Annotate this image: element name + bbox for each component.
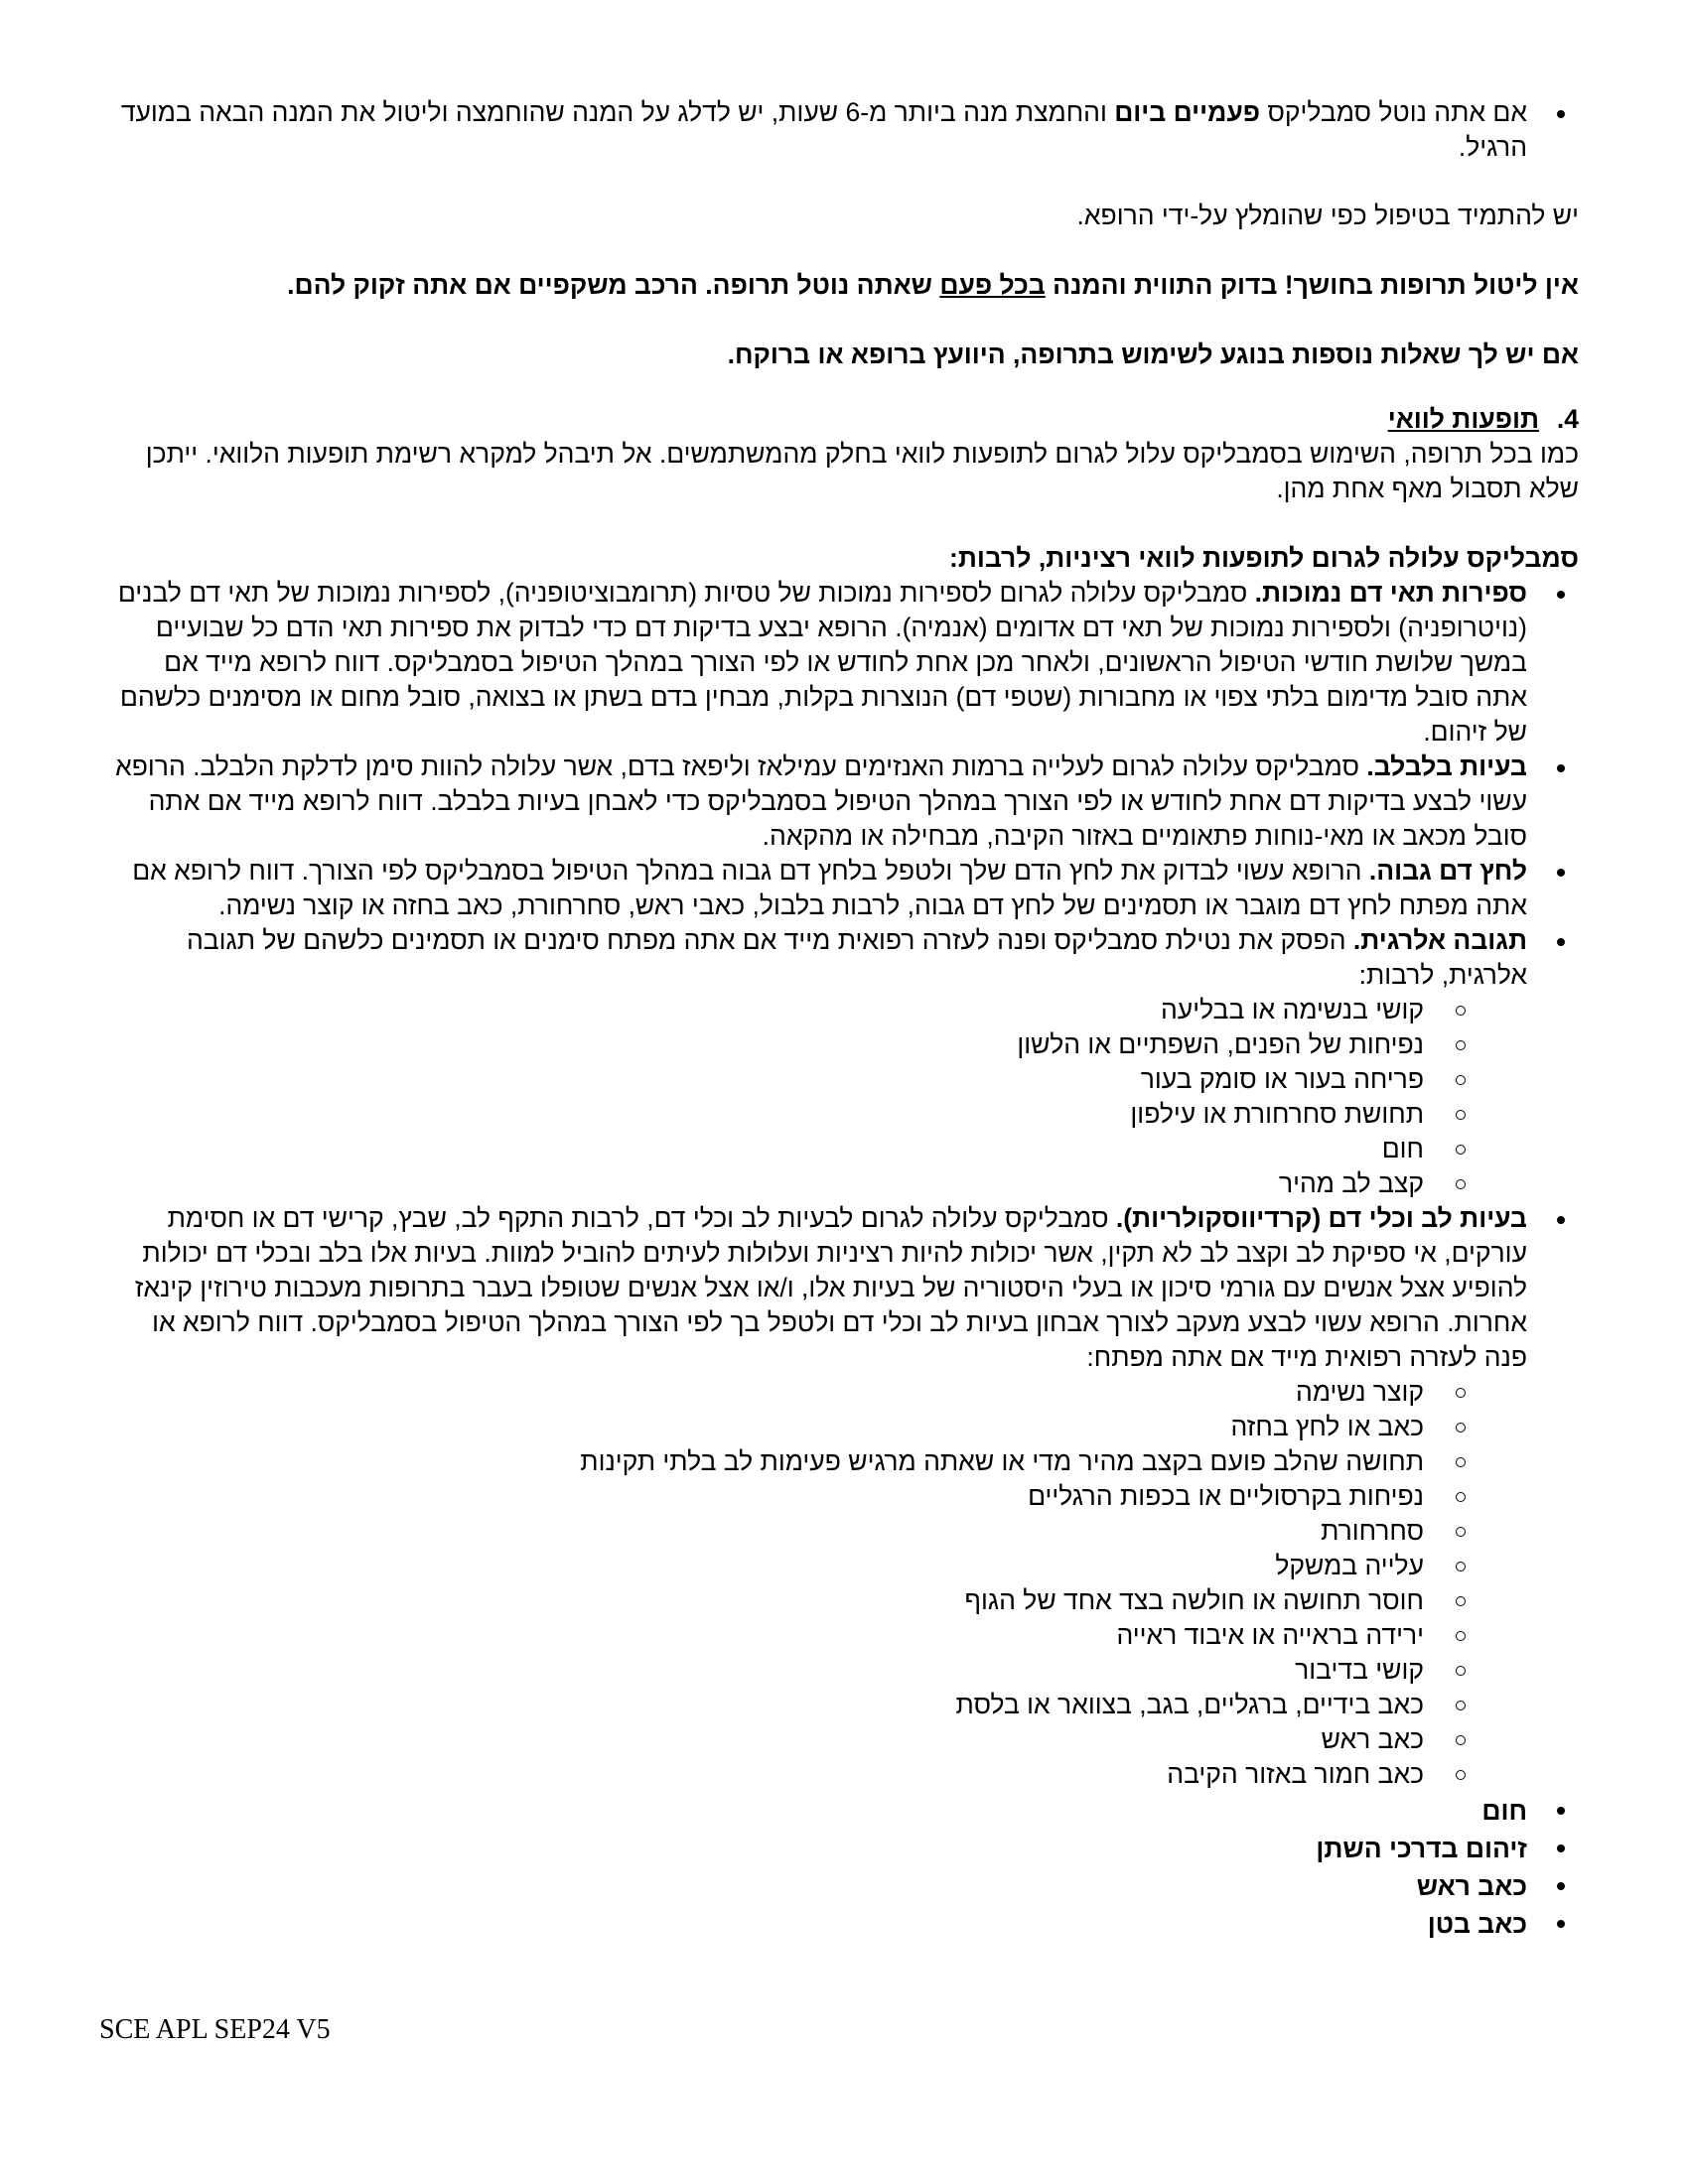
- serious-effects-list: [109, 576, 1579, 1792]
- circle-bullet-icon: [1456, 1423, 1466, 1433]
- section-number: 4.: [1556, 404, 1579, 434]
- symptom-item: [109, 993, 1527, 1027]
- circle-bullet-icon: [1456, 1075, 1466, 1085]
- effect-item: [109, 576, 1579, 750]
- effect-item: [109, 1201, 1579, 1792]
- symptom-item: [109, 1688, 1527, 1722]
- allergy-symptoms-list: [109, 993, 1527, 1201]
- symptom-item: [109, 1132, 1527, 1166]
- questions-text: אם יש לך שאלות נוספות בנוגע לשימוש בתרופה, היוועץ ברופא או ברוקח.: [727, 340, 1579, 369]
- circle-bullet-icon: [1456, 1040, 1466, 1050]
- leaflet-page: [109, 95, 1579, 1943]
- document-version-footer: SCE APL SEP24 V5: [99, 2014, 331, 2045]
- warning-text-start: אין ליטול תרופות בחושך! בדוק התווית והמנה: [1045, 270, 1579, 300]
- effect-item: [109, 923, 1579, 1201]
- cardio-symptoms-list: [109, 1375, 1527, 1792]
- symptom-text: קושי בנשימה או בבליעה: [1161, 995, 1424, 1024]
- symptom-text: חוסר תחושה או חולשה בצד אחד של הגוף: [964, 1585, 1424, 1615]
- symptom-item: [109, 1097, 1527, 1132]
- common-effect-item: [109, 1905, 1579, 1943]
- circle-bullet-icon: [1456, 1388, 1466, 1398]
- effect-text: הרופא עשוי לבדוק את לחץ הדם שלך ולטפל בלחץ דם גבוה במהלך הטיפול בסמבליקס לפי הצורך. דווח לרופא אם אתה מפתח לחץ דם מוגבר או תסמינים של לחץ דם גבוה, לרבות בלבול, כאבי ראש, סחרחורת, כאב בחזה או קוצר נשימה.: [132, 856, 1527, 920]
- circle-bullet-icon: [1456, 1179, 1466, 1189]
- symptom-item: [109, 1618, 1527, 1653]
- circle-bullet-icon: [1456, 1006, 1466, 1016]
- symptom-item: [109, 1653, 1527, 1688]
- symptom-item: [109, 1410, 1527, 1444]
- missed-dose-list: [109, 95, 1579, 165]
- common-effect-text: כאב בטן: [1427, 1909, 1527, 1939]
- symptom-item: [109, 1166, 1527, 1201]
- symptom-item: [109, 1479, 1527, 1514]
- symptom-item: [109, 1722, 1527, 1757]
- bullet-icon: [1557, 938, 1565, 946]
- symptom-text: כאב בידיים, ברגליים, בגב, בצוואר או בלסת: [955, 1690, 1424, 1719]
- common-effect-item: [109, 1830, 1579, 1867]
- symptom-item: [109, 1757, 1527, 1792]
- missed-dose-text-start: אם אתה נוטל סמבליקס: [1260, 97, 1527, 127]
- common-effect-text: זיהום בדרכי השתן: [1316, 1834, 1527, 1863]
- section-title: תופעות לוואי: [1387, 404, 1539, 434]
- effect-text: סמבליקס עלולה לגרום לספירות נמוכות של טסיות (תרומבוציטופניה), לספירות נמוכות של תאי דם לבנים (נויטרופניה) ולספירות נמוכות של תאי דם אדומים (אנמיה). הרופא יבצע בדיקות דם כדי לבדוק את ספירות תאי הדם כל שבועיים במשך שלושת חודשי הטיפול הראשונים, ולאחר מכן אחת לחודש או לפי הצורך במהלך הטיפול בסמבליקס. דווח לרופא מייד אם אתה סובל מדימום בלתי צפוי או מחבורות (שטפי דם) הנוצרות בקלות, מבחין בדם בשתן או בצואה, סובל מחום או מסימנים כלשהם של זיהום.: [117, 578, 1527, 747]
- symptom-item: [109, 1583, 1527, 1618]
- bullet-icon: [1557, 1882, 1565, 1890]
- symptom-text: נפיחות של הפנים, השפתיים או הלשון: [1017, 1029, 1424, 1059]
- effect-item: [109, 854, 1579, 923]
- circle-bullet-icon: [1456, 1492, 1466, 1502]
- symptom-text: קצב לב מהיר: [1278, 1168, 1424, 1198]
- bullet-icon: [1557, 1920, 1565, 1928]
- circle-bullet-icon: [1456, 1145, 1466, 1155]
- warning-text-end: שאתה נוטל תרופה. הרכב משקפיים אם אתה זקוק להם.: [287, 270, 940, 300]
- symptom-text: ירידה בראייה או איבוד ראייה: [1116, 1620, 1424, 1650]
- symptom-text: כאב או לחץ בחזה: [1230, 1412, 1424, 1441]
- symptom-item: [109, 1444, 1527, 1479]
- circle-bullet-icon: [1456, 1631, 1466, 1641]
- symptom-item: [109, 1549, 1527, 1583]
- continue-treatment-text: יש להתמיד בטיפול כפי שהומלץ על-ידי הרופא.: [1076, 201, 1579, 230]
- symptom-text: סחרחורת: [1321, 1516, 1424, 1546]
- symptom-text: תחושת סחרחורת או עילפון: [1130, 1099, 1424, 1129]
- symptom-item: [109, 1375, 1527, 1410]
- circle-bullet-icon: [1456, 1110, 1466, 1120]
- circle-bullet-icon: [1456, 1701, 1466, 1710]
- symptom-text: עלייה במשקל: [1275, 1551, 1424, 1580]
- bullet-icon: [1557, 764, 1565, 772]
- effect-title: לחץ דם גבוה.: [1368, 856, 1527, 886]
- missed-dose-bold: פעמיים ביום: [1114, 97, 1261, 127]
- circle-bullet-icon: [1456, 1735, 1466, 1745]
- symptom-text: חום: [1381, 1134, 1424, 1163]
- symptom-item: [109, 1027, 1527, 1062]
- symptom-text: כאב ראש: [1321, 1724, 1424, 1754]
- bullet-icon: [1557, 110, 1565, 118]
- common-effect-text: חום: [1481, 1796, 1527, 1826]
- effect-text: סמבליקס עלולה לגרום לעלייה ברמות האנזימים עמילאז וליפאז בדם, אשר עלולה להוות סימן לדלקת הלבלב. הרופא עשוי לבצע בדיקות דם אחת לחודש או לפי הצורך במהלך הטיפול בסמבליקס כדי לאבחן בעיות בלבלב. דווח לרופא מייד אם אתה סובל מכאב או מאי-נוחות פתאומיים באזור הקיבה, מבחילה או מהקאה.: [115, 751, 1527, 851]
- effect-text: סמבליקס עלולה לגרום לבעיות לב וכלי דם, לרבות התקף לב, שבץ, קרישי דם או חסימת עורקים, אי ספיקת לב וקצב לב לא תקין, אשר יכולות להיות רציניות ועלולות לעיתים להוביל למוות. בעיות אלו בלב ובכלי דם יכולות להופיע אצל אנשים עם גורמי סיכון או בעלי היסטוריה של בעיות אלו, ו/או אצל אנשים שטופלו בעבר בתרופות מעכבות טירוזין קינאז אחרות. הרופא עשוי לבצע מעקב לצורך אבחון בעיות לב וכלי דם ולטפל בך לפי הצורך במהלך הטיפול בסמבליקס. דווח לרופא או פנה לעזרה רפואית מייד אם אתה מפתח:: [134, 1203, 1527, 1372]
- serious-effects-heading: סמבליקס עלולה לגרום לתופעות לוואי רציניות, לרבות:: [949, 543, 1579, 573]
- circle-bullet-icon: [1456, 1596, 1466, 1606]
- effect-title: תגובה אלרגית.: [1352, 925, 1527, 955]
- symptom-text: קוצר נשימה: [1296, 1377, 1424, 1407]
- symptom-item: [109, 1062, 1527, 1097]
- missed-dose-bullet: [109, 95, 1579, 165]
- circle-bullet-icon: [1456, 1666, 1466, 1676]
- section-heading: [109, 402, 1579, 437]
- effect-title: בעיות לב וכלי דם (קרדיווסקולריות).: [1115, 1203, 1527, 1233]
- bullet-icon: [1557, 591, 1565, 599]
- common-effect-item: [109, 1792, 1579, 1830]
- circle-bullet-icon: [1456, 1527, 1466, 1537]
- effect-title: בעיות בלבלב.: [1366, 751, 1527, 781]
- effect-title: ספירות תאי דם נמוכות.: [1254, 578, 1527, 608]
- symptom-text: פריחה בעור או סומק בעור: [1140, 1064, 1424, 1094]
- warning-underlined: בכל פעם: [939, 270, 1046, 300]
- bullet-icon: [1557, 1216, 1565, 1224]
- common-effect-item: [109, 1867, 1579, 1905]
- circle-bullet-icon: [1456, 1770, 1466, 1780]
- common-effect-text: כאב ראש: [1416, 1871, 1527, 1901]
- effect-item: [109, 750, 1579, 854]
- symptom-text: תחושה שהלב פועם בקצב מהיר מדי או שאתה מרגיש פעימות לב בלתי תקינות: [580, 1446, 1424, 1476]
- symptom-text: כאב חמור באזור הקיבה: [1167, 1759, 1424, 1789]
- effect-text: הפסק את נטילת סמבליקס ופנה לעזרה רפואית מייד אם אתה מפתח סימנים או תסמינים כלשהם של תגובה אלרגית, לרבות:: [186, 925, 1527, 990]
- darkness-warning: [109, 268, 1579, 303]
- bullet-icon: [1557, 1807, 1565, 1815]
- bullet-icon: [1557, 869, 1565, 877]
- common-effects-list: [109, 1792, 1579, 1943]
- symptom-item: [109, 1514, 1527, 1549]
- symptom-text: קושי בדיבור: [1295, 1655, 1424, 1685]
- section-intro: כמו בכל תרופה, השימוש בסמבליקס עלול לגרום לתופעות לוואי בחלק מהמשתמשים. אל תיבהל למקרא רשימת תופעות הלוואי. ייתכן שלא תסבול מאף אחת מהן.: [145, 439, 1579, 503]
- bullet-icon: [1557, 1844, 1565, 1852]
- circle-bullet-icon: [1456, 1457, 1466, 1467]
- missed-dose-text-end: והחמצת מנה ביותר מ-6 שעות, יש לדלג על המנה שהוחמצה וליטול את המנה הבאה במועד הרגיל.: [120, 97, 1527, 162]
- circle-bullet-icon: [1456, 1562, 1466, 1571]
- symptom-text: נפיחות בקרסוליים או בכפות הרגליים: [1028, 1481, 1424, 1511]
